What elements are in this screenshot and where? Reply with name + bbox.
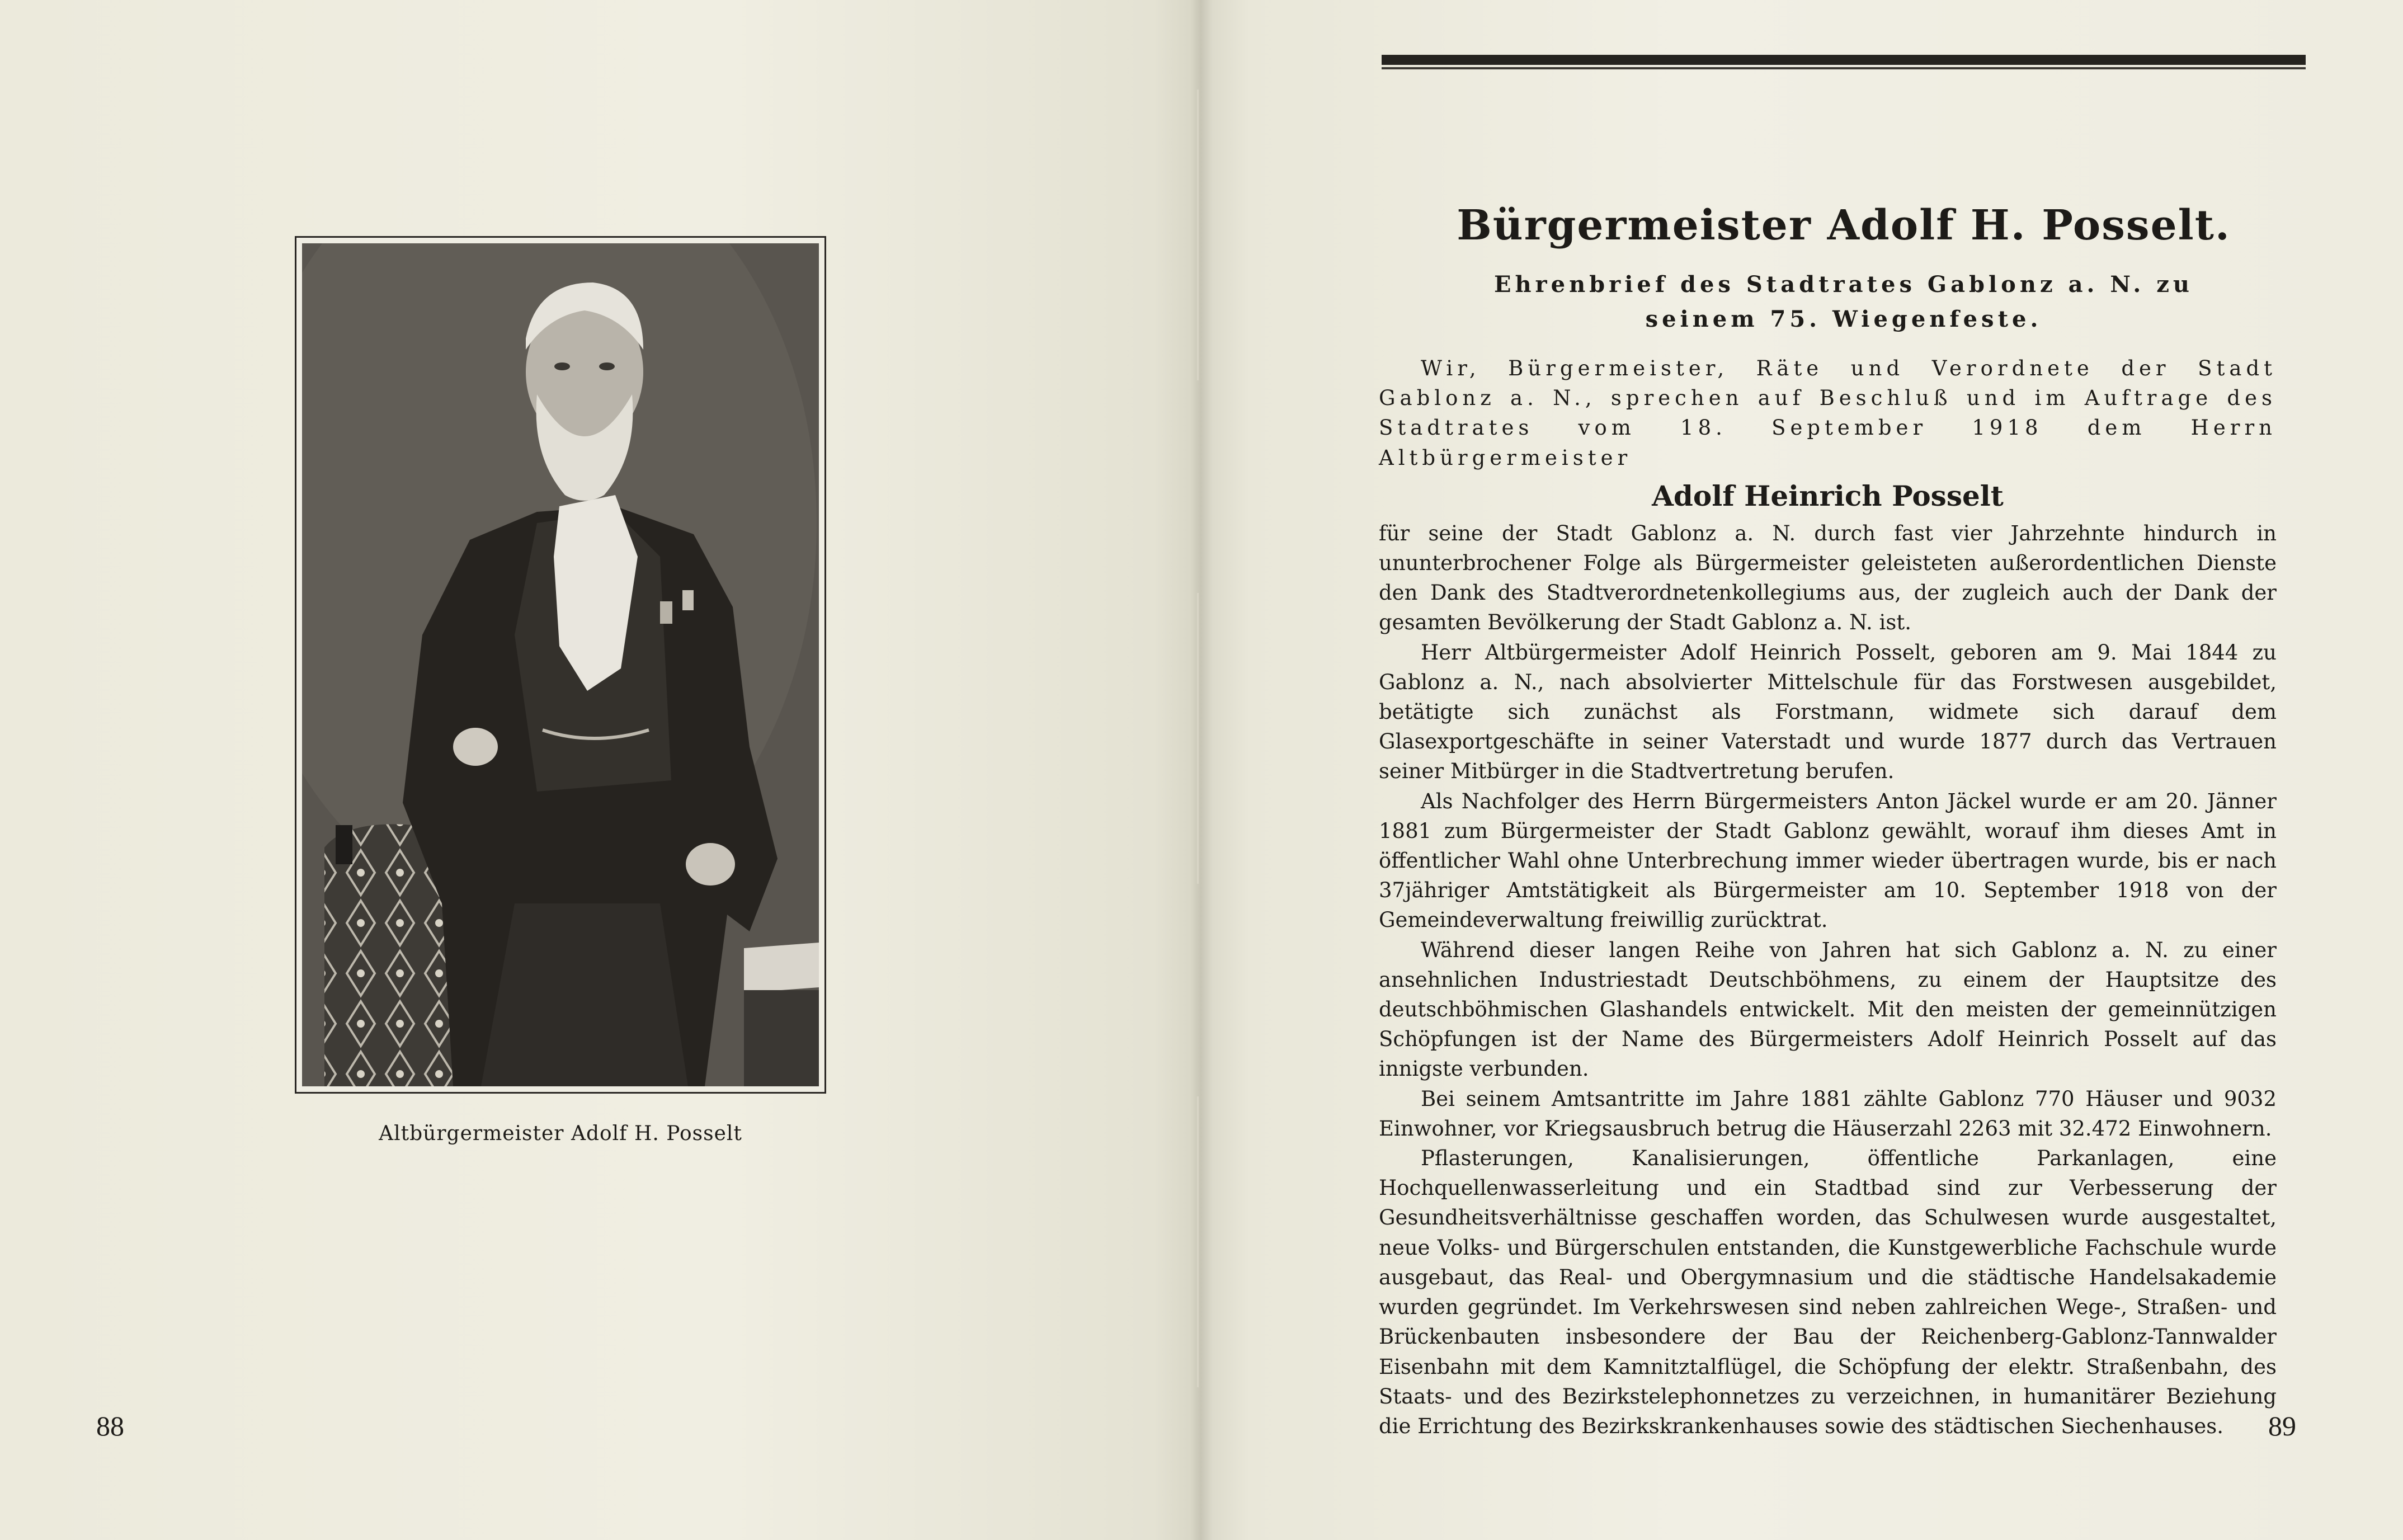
- honoree-name-heading: Adolf Heinrich Posselt: [1652, 479, 2004, 512]
- article-body: [1379, 354, 2277, 1441]
- portrait-photo-frame: [295, 236, 826, 1094]
- portrait-figure-image: [302, 243, 819, 1086]
- page-title: Bürgermeister Adolf H. Posselt.: [1457, 201, 2231, 249]
- page-number-left: 88: [96, 1410, 124, 1442]
- paragraph: Pflasterungen, Kanalisierungen, öffentliche Parkanlagen, eine Hochquellenwasserleitung und ein Stadtbad sind zur Verbesserung der Gesundheitsverhältnisse geschaffen worden, das Schulwesen wurde ausgestaltet, neue Volks- und Bürgerschulen entstanden, die Kunstgewerbliche Fachschule wurde ausgebaut, das Real- und Obergymnasium und die städtische Handelsakademie wurden gegründet. Im Verkehrswesen sind neben zahlreichen Wege-, Straßen- und Brückenbauten insbesondere der Bau der Reichenberg-Gablonz-Tannwalder Eisenbahn mit dem Kamnitztalflügel, die Schöpfung der elektr. Straßenbahn, des Staats- und des Bezirkstelephonnetzes zu verzeichnen, in humanitärer Beziehung die Errichtung des Bezirkskrankenhauses sowie des städtischen Siechenhauses.: [1379, 1146, 2277, 1438]
- paragraph: Bei seinem Amtsantritte im Jahre 1881 zählte Gablonz 770 Häuser und 9032 Einwohner, vor Kriegsausbruch betrug die Häuserzahl 2263 mit 32.472 Einwohnern.: [1379, 1086, 2277, 1141]
- header-rule: [1382, 55, 2306, 65]
- paragraph: für seine der Stadt Gablonz a. N. durch fast vier Jahrzehnte hindurch in ununterbrochener Folge als Bürgermeister geleisteten außerordentlichen Dienste den Dank des Stadtverordnetenkollegiums aus, der zugleich auch der Dank der gesamten Bevölkerung der Stadt Gablonz a. N. ist.: [1379, 521, 2277, 635]
- page-number-right: 89: [2268, 1410, 2296, 1442]
- page-subtitle: Ehrenbrief des Stadtrates Gablonz a. N. zu seinem 75. Wiegenfeste.: [1493, 271, 2193, 332]
- paragraph: Als Nachfolger des Herrn Bürgermeisters Anton Jäckel wurde er am 20. Jänner 1881 zum Bürgermeister der Stadt Gablonz gewählt, worauf ihm dieses Amt in öffentlicher Wahl ohne Unterbrechung immer wieder übertragen wurde, bis er nach 37jähriger Amtstätigkeit als Bürgermeister am 10. September 1918 von der Gemeindeverwaltung freiwillig zurücktrat.: [1379, 789, 2277, 933]
- binding-stitch: [1197, 593, 1199, 884]
- portrait-photo: [302, 243, 819, 1086]
- binding-stitch: [1197, 1096, 1199, 1387]
- paragraph: Herr Altbürgermeister Adolf Heinrich Posselt, geboren am 9. Mai 1844 zu Gablonz a. N., nach absolvierter Mittelschule für das Forstwesen ausgebildet, betätigte sich zunächst als Forstmann, widmete sich darauf dem Glasexportgeschäfte in seiner Vaterstadt und wurde 1877 durch das Vertrauen seiner Mitbürger in die Stadtvertretung berufen.: [1379, 640, 2277, 784]
- binding-stitch: [1197, 90, 1199, 380]
- photo-caption: Altbürgermeister Adolf H. Posselt: [379, 1122, 742, 1145]
- book-gutter: [1190, 0, 1213, 1540]
- paragraph: Während dieser langen Reihe von Jahren hat sich Gablonz a. N. zu einer ansehnlichen Industriestadt Deutschböhmens, zu einem der Hauptsitze des deutschböhmischen Glashandels entwickelt. Mit den meisten der gemeinnützigen Schöpfungen ist der Name des Bürgermeisters Adolf Heinrich Posselt auf das innigste verbunden.: [1379, 938, 2277, 1081]
- intro-paragraph: Wir, Bürgermeister, Räte und Verordnete der Stadt Gablonz a. N., sprechen auf Beschluß und im Auftrage des Stadtrates vom 18. September 1918 dem Herrn Altbürgermeister: [1379, 356, 2277, 470]
